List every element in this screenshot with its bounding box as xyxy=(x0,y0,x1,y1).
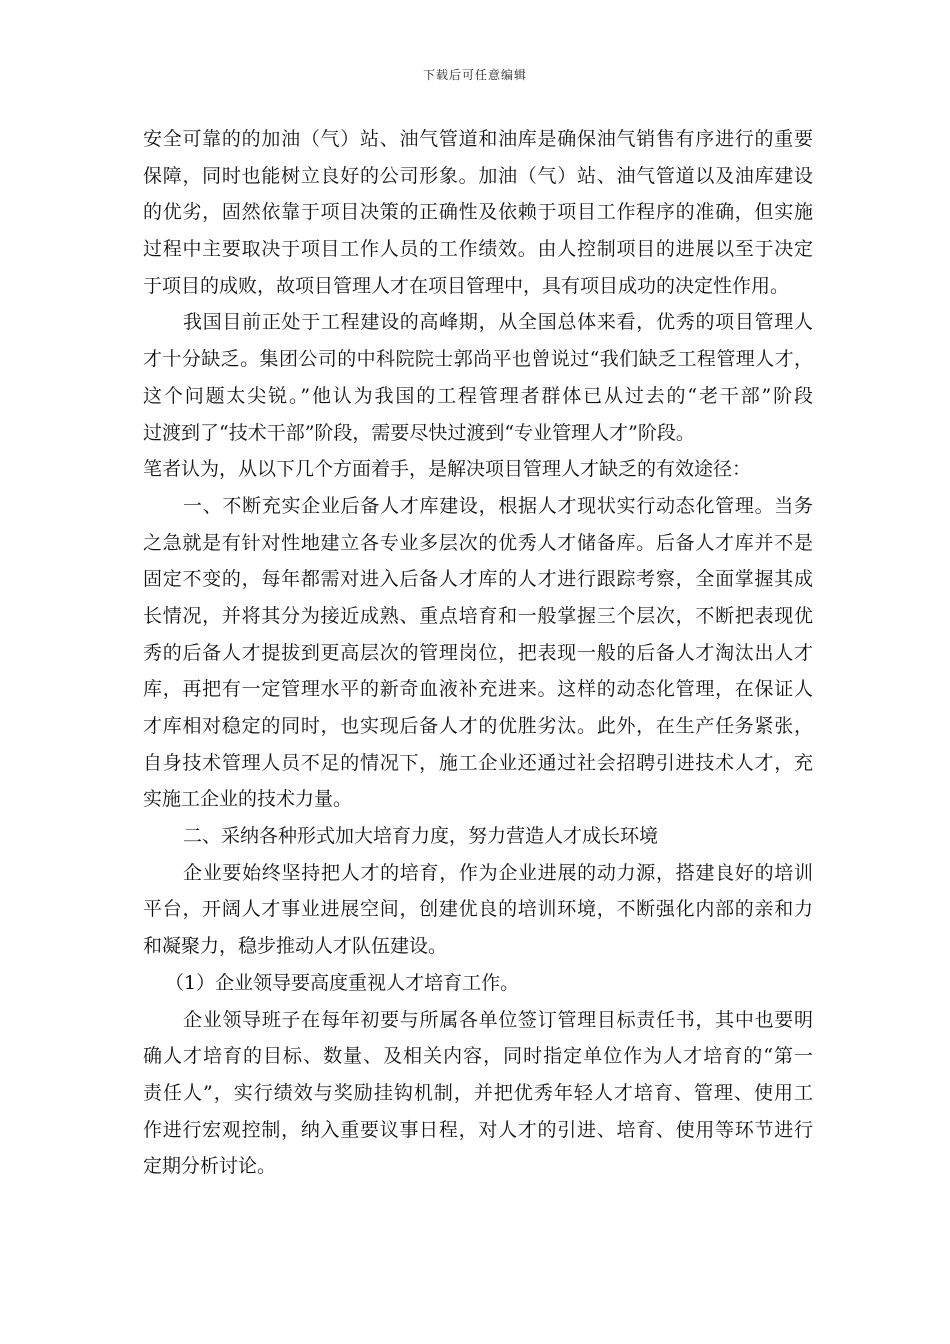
text-line: 安全可靠的的加油（气）站、油气管道和油库是确保油气销售有序进行的重要 xyxy=(143,128,813,150)
text-line: 平台，开阔人才事业进展空间，创建优良的培训环境，不断强化内部的亲和力 xyxy=(143,898,813,921)
section-heading: 二、采纳各种形式加大培育力度，努力营造人才成长环境 xyxy=(183,825,659,848)
text-line: 一、不断充实企业后备人才库建设，根据人才现状实行动态化管理。当务 xyxy=(183,494,813,517)
text-line: 我国目前正处于工程建设的高峰期，从全国总体来看，优秀的项目管理人 xyxy=(183,311,813,334)
document-body xyxy=(143,121,813,1185)
text-line: 定期分析讨论。 xyxy=(143,1155,277,1178)
text-line: 作进行宏观控制，纳入重要议事日程，对人才的引进、培育、使用等环节进行 xyxy=(143,1118,813,1141)
text-line: 才库相对稳定的同时，也实现后备人才的优胜劣汰。此外，在生产任务紧张， xyxy=(143,715,813,737)
text-line: 这个问题太尖锐。”他认为我国的工程管理者群体已从过去的“老干部”阶段 xyxy=(143,384,813,407)
text-line: 库，再把有一定管理水平的新奇血液补充进来。这样的动态化管理，在保证人 xyxy=(143,678,813,701)
text-line: 秀的后备人才提拔到更高层次的管理岗位，把表现一般的后备人才淘汰出人才 xyxy=(143,641,813,664)
text-line: 的优劣，固然依靠于项目决策的正确性及依赖于项目工作程序的准确，但实施 xyxy=(143,201,813,224)
page-header: 下载后可任意编辑 xyxy=(422,68,527,82)
text-line: 企业领导班子在每年初要与所属各单位签订管理目标责任书，其中也要明 xyxy=(183,1008,813,1031)
text-line: 长情况，并将其分为接近成熟、重点培育和一般掌握三个层次，不断把表现优 xyxy=(143,604,813,627)
text-line: 和凝聚力，稳步推动人才队伍建设。 xyxy=(143,935,448,958)
subsection-heading: （1）企业领导要高度重视人才培育工作。 xyxy=(165,971,520,994)
text-line: 笔者认为，从以下几个方面着手，是解决项目管理人才缺乏的有效途径： xyxy=(143,458,752,481)
text-line: 才十分缺乏。集团公司的中科院院士郭尚平也曾说过“我们缺乏工程管理人才， xyxy=(143,348,813,371)
text-line: 责任人”，实行绩效与奖励挂钩机制，并把优秀年轻人才培育、管理、使用工 xyxy=(143,1081,813,1104)
text-line: 固定不变的，每年都需对进入后备人才库的人才进行跟踪考察，全面掌握其成 xyxy=(143,568,813,591)
text-line: 确人才培育的目标、数量、及相关内容，同时指定单位作为人才培育的“第一 xyxy=(143,1045,813,1068)
text-line: 于项目的成败，故项目管理人才在项目管理中，具有项目成功的决定性作用。 xyxy=(143,274,790,297)
text-line: 过渡到了“技术干部”阶段，需要尽快过渡到“专业管理人才”阶段。 xyxy=(143,421,695,444)
text-line: 企业要始终坚持把人才的培育，作为企业进展的动力源，搭建良好的培训 xyxy=(183,861,813,884)
text-line: 自身技术管理人员不足的情况下，施工企业还通过社会招聘引进技术人才，充 xyxy=(143,751,813,774)
text-line: 保障，同时也能树立良好的公司形象。加油（气）站、油气管道以及油库建设 xyxy=(143,164,813,187)
text-line: 之急就是有针对性地建立各专业多层次的优秀人才储备库。后备人才库并不是 xyxy=(143,531,813,554)
text-line: 实施工企业的技术力量。 xyxy=(143,788,353,811)
text-line: 过程中主要取决于项目工作人员的工作绩效。由人控制项目的进展以至于决定 xyxy=(143,238,813,261)
